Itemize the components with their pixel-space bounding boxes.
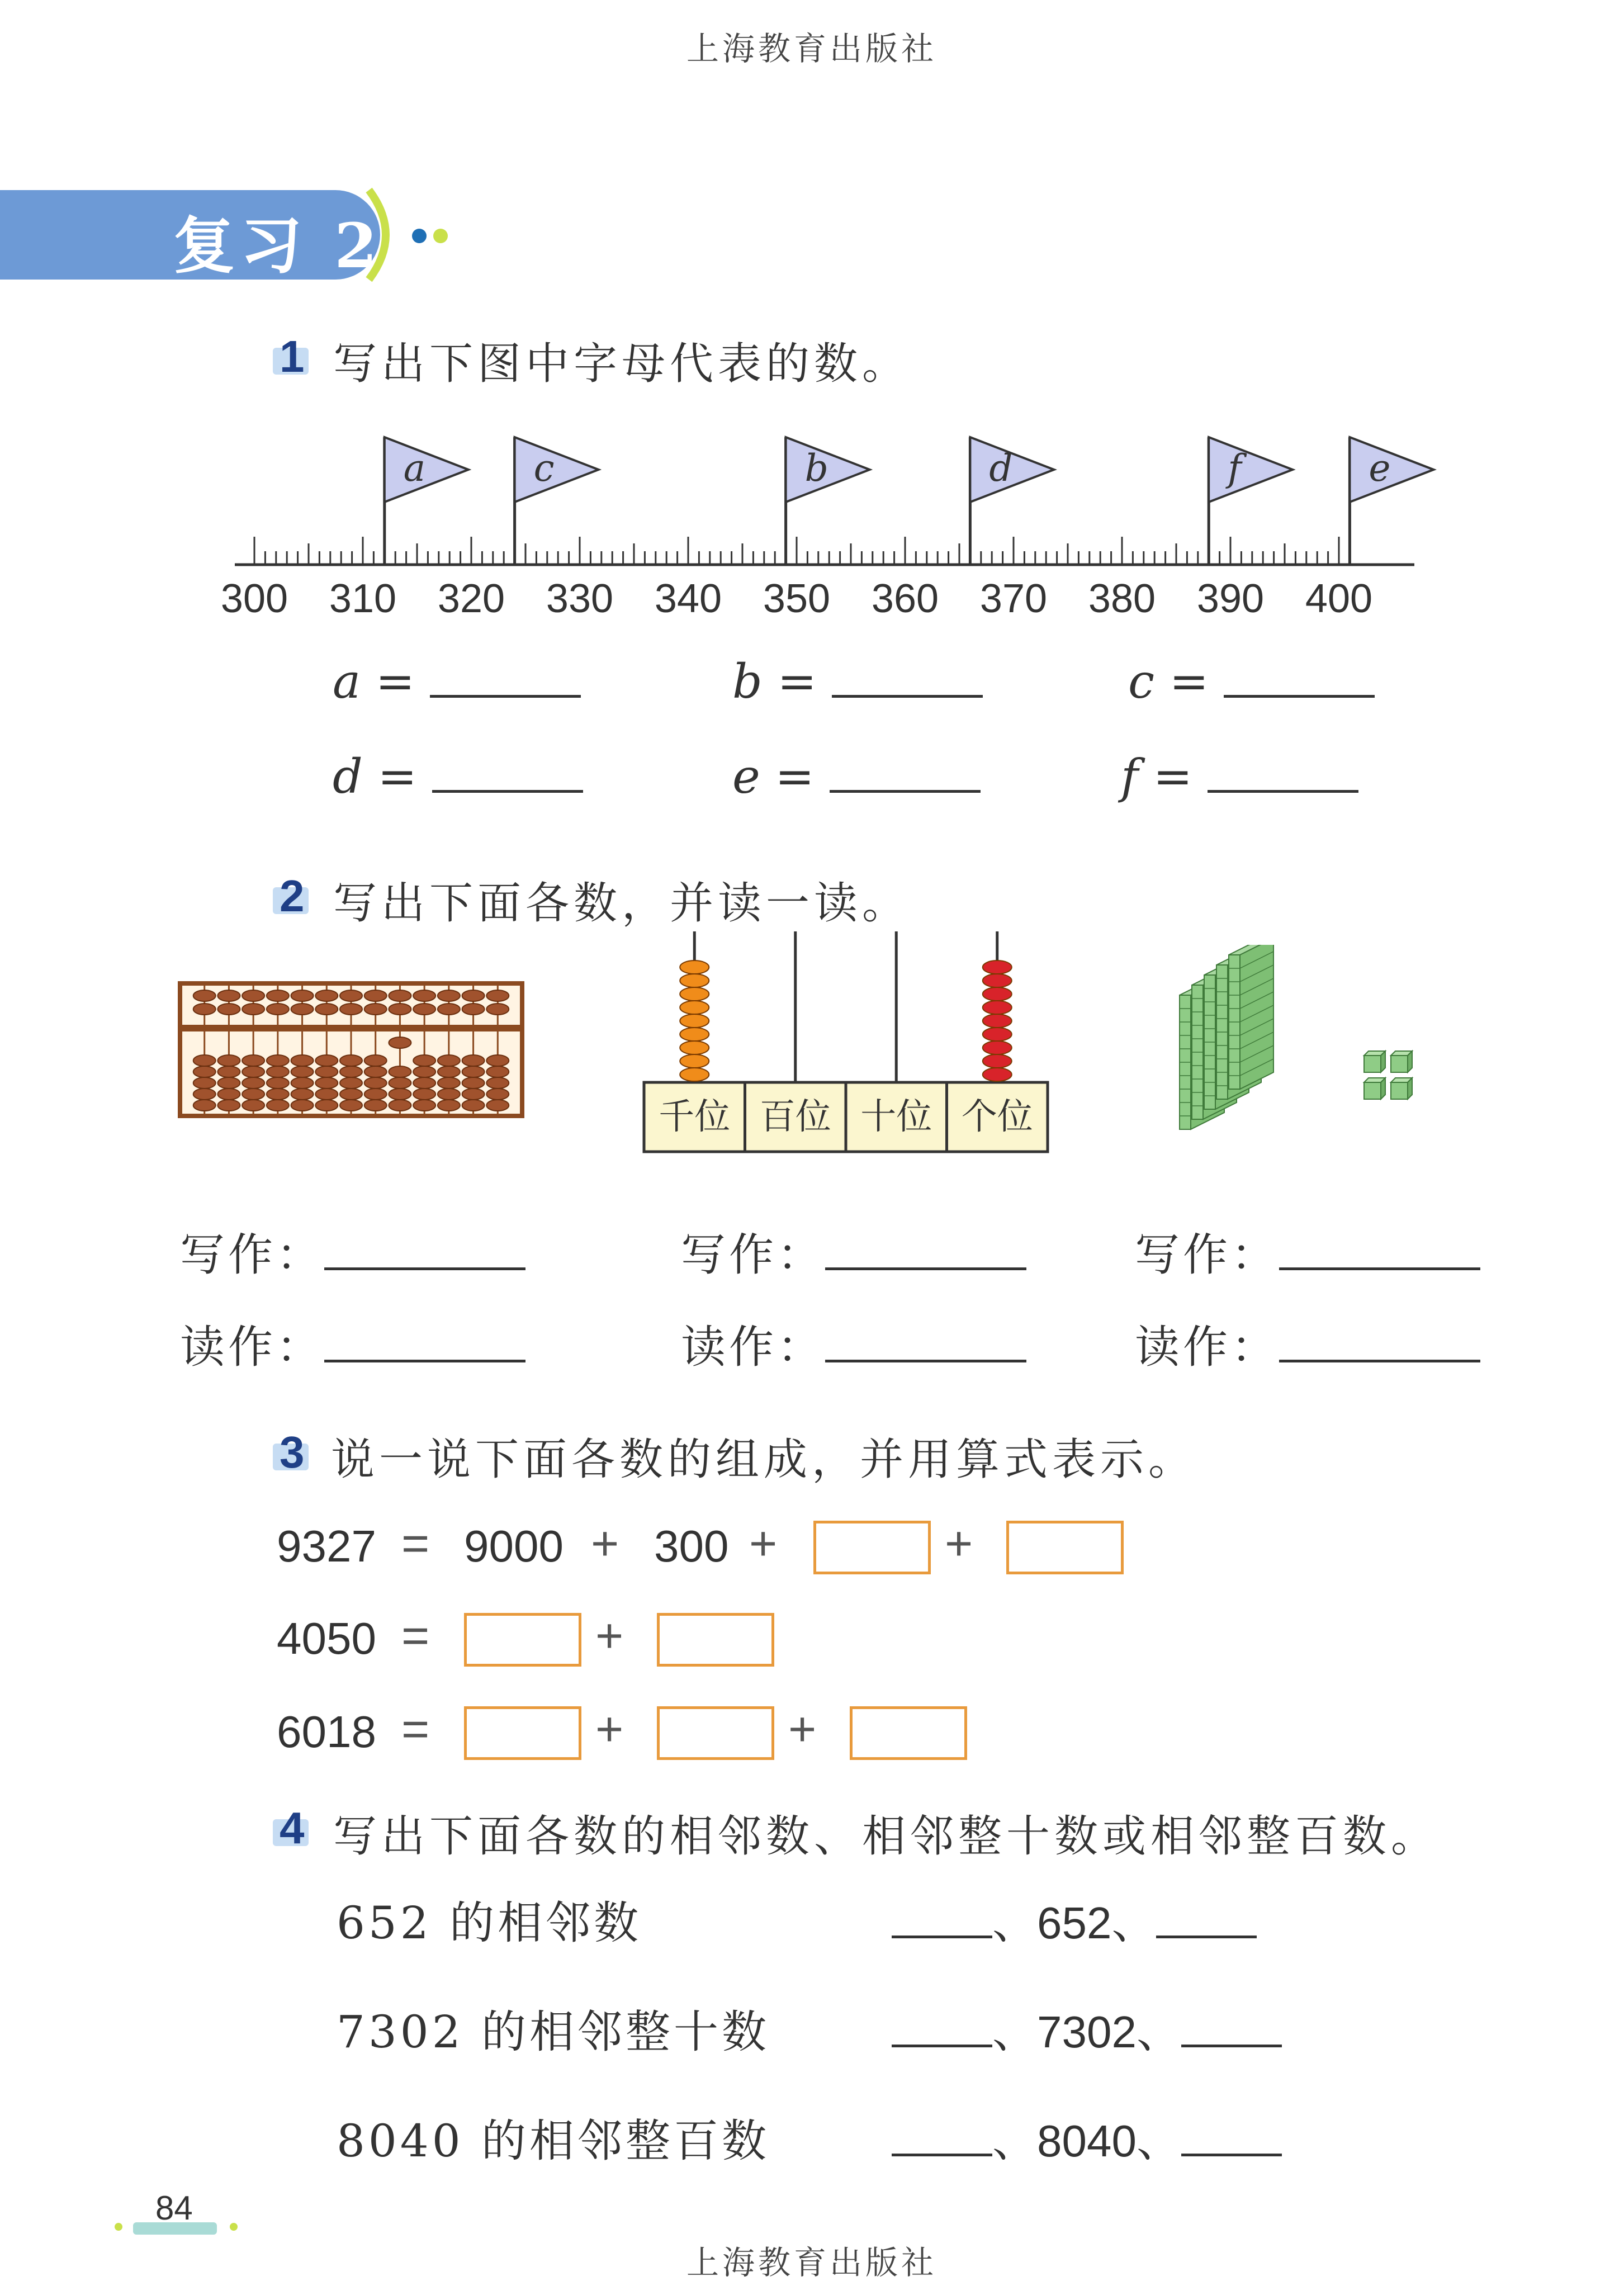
abacus-bead	[315, 990, 338, 1001]
place-label-thousands: 千位	[659, 1096, 731, 1138]
q3-row2-eq: =	[401, 1609, 430, 1663]
abacus-bead	[438, 1089, 460, 1100]
tick-label: 350	[763, 576, 831, 621]
dot-green-icon	[433, 229, 448, 243]
q4-row3-blank-right[interactable]	[1181, 2148, 1282, 2156]
q3-row1-plus2: +	[749, 1517, 778, 1570]
abacus-bead	[291, 1055, 314, 1066]
abacus-bead	[486, 990, 509, 1001]
q1-text: 写出下图中字母代表的数。	[333, 339, 911, 389]
abacus-bead	[291, 1077, 314, 1089]
read-blank-3[interactable]	[1279, 1354, 1480, 1362]
abacus-bead	[364, 1004, 387, 1015]
tick-label: 390	[1196, 576, 1265, 621]
abacus-bead	[364, 990, 387, 1001]
q3-badge: 3	[273, 1431, 312, 1470]
counter-bead	[680, 1001, 709, 1014]
q3-row3-box3[interactable]	[850, 1706, 967, 1760]
abacus-bead	[413, 1100, 435, 1111]
q3-row2-lhs: 4050	[277, 1613, 376, 1663]
flag-e	[1350, 437, 1433, 565]
write-row-1: 写作：	[180, 1219, 525, 1283]
flag-letter: b	[804, 447, 828, 490]
answer-a-blank[interactable]	[430, 689, 581, 698]
abacus-bead	[486, 1004, 509, 1015]
answer-c-blank[interactable]	[1224, 689, 1375, 698]
tick-label: 330	[546, 576, 614, 621]
abacus-bead	[413, 1077, 435, 1089]
tick-label: 300	[220, 576, 288, 621]
abacus-bead	[217, 1055, 240, 1066]
abacus-bead	[193, 1077, 216, 1089]
tick-label: 400	[1305, 576, 1373, 621]
answer-e: e =	[732, 749, 981, 804]
answer-a: a =	[333, 654, 581, 709]
abacus-bead	[193, 1066, 216, 1077]
read-blank-2[interactable]	[825, 1354, 1026, 1362]
abacus-bead	[462, 990, 485, 1001]
read-row-1: 读作：	[180, 1311, 525, 1375]
abacus-bead	[486, 1077, 509, 1089]
q2-badge: 2	[273, 875, 312, 914]
abacus-bead	[217, 1089, 240, 1100]
answer-f-blank[interactable]	[1208, 784, 1358, 793]
publisher-footer: 上海教育出版社	[686, 2244, 938, 2282]
q3-row1-lhs: 9327	[277, 1521, 376, 1571]
answer-e-blank[interactable]	[830, 784, 981, 793]
counter-bead	[983, 1014, 1012, 1028]
flag-letter: f	[1228, 447, 1242, 490]
abacus-bead	[242, 1089, 264, 1100]
abacus-bead	[315, 1077, 338, 1089]
q4-row2-answer: 、7302、	[892, 1996, 1282, 2060]
abacus-bead	[193, 1055, 216, 1066]
tick-label: 380	[1088, 576, 1156, 621]
q4-row1-blank-left[interactable]	[892, 1930, 992, 1938]
abacus-bead	[193, 1100, 216, 1111]
abacus-bead	[291, 1004, 314, 1015]
counter-bead	[680, 1028, 709, 1041]
abacus-bead	[217, 1004, 240, 1015]
unit-cube	[1391, 1078, 1412, 1099]
abacus-bead	[438, 990, 460, 1001]
tick-label: 370	[979, 576, 1048, 621]
abacus-bead	[486, 1066, 509, 1077]
q3-row1-eq: =	[401, 1517, 430, 1570]
abacus-bead	[462, 1004, 485, 1015]
abacus-bead	[267, 1066, 289, 1077]
q4-row3-blank-left[interactable]	[892, 2148, 992, 2156]
flag-c	[515, 437, 599, 565]
write-blank-2[interactable]	[825, 1262, 1026, 1270]
abacus-bead	[291, 990, 314, 1001]
abacus-bead	[315, 1055, 338, 1066]
q3-row2-plus1: +	[595, 1609, 624, 1663]
place-label-tens: 十位	[860, 1096, 932, 1138]
tick-label: 310	[329, 576, 397, 621]
place-labels	[644, 1082, 1048, 1152]
counter-bead	[680, 987, 709, 1001]
abacus-bead	[242, 1004, 264, 1015]
q4-row2-blank-right[interactable]	[1181, 2039, 1282, 2047]
abacus-bead	[217, 1100, 240, 1111]
counter-bead	[680, 974, 709, 987]
hundred-block	[1229, 945, 1273, 1089]
counter-bead	[983, 1028, 1012, 1041]
q4-row1-answer: 、652、	[892, 1887, 1257, 1951]
tick-label: 320	[437, 576, 505, 621]
abacus-bead	[462, 1077, 485, 1089]
abacus-bead	[364, 1089, 387, 1100]
counter-bead	[680, 1014, 709, 1028]
counter-bead	[983, 974, 1012, 987]
place-label-ones: 个位	[961, 1096, 1033, 1138]
q3-text: 说一说下面各数的组成，并用算式表示。	[331, 1435, 1197, 1485]
flag-f	[1209, 437, 1292, 565]
read-row-3: 读作：	[1135, 1311, 1480, 1375]
flag-letter: e	[1369, 447, 1391, 490]
abacus-bead	[291, 1100, 314, 1111]
q3-row1-box1[interactable]	[813, 1521, 931, 1574]
abacus-bead	[438, 1077, 460, 1089]
q4-row1-label: 652 的相邻数	[337, 1897, 642, 1949]
flag-b	[786, 437, 870, 565]
counter-bead	[983, 1054, 1012, 1068]
q4-row2-blank-left[interactable]	[892, 2039, 992, 2047]
publisher-header: 上海教育出版社	[686, 30, 938, 68]
write-row-3: 写作：	[1135, 1219, 1480, 1283]
q3-row2-box1[interactable]	[464, 1613, 581, 1667]
counter-bead	[983, 960, 1012, 974]
abacus-bead	[413, 990, 435, 1001]
abacus-bead	[413, 1055, 435, 1066]
abacus-bead	[193, 1004, 216, 1015]
q3-row3-box2[interactable]	[657, 1706, 774, 1760]
write-row-2: 写作：	[681, 1219, 1026, 1283]
abacus-bead	[438, 1100, 460, 1111]
abacus-bead	[486, 1055, 509, 1066]
abacus-bead	[242, 1055, 264, 1066]
abacus-bead	[364, 1077, 387, 1089]
abacus-bead	[242, 1100, 264, 1111]
flag-a	[385, 437, 468, 565]
q3-row1-box2[interactable]	[1006, 1521, 1124, 1574]
q4-row3-answer: 、8040、	[892, 2105, 1282, 2169]
counter-bead	[680, 1054, 709, 1068]
abacus-bead	[340, 1055, 362, 1066]
answer-b-blank[interactable]	[832, 689, 983, 698]
tick-label: 360	[871, 576, 939, 621]
abacus-bead	[413, 1089, 435, 1100]
q4-row3-label: 8040 的相邻整百数	[337, 2115, 770, 2167]
abacus-bead	[389, 990, 411, 1001]
abacus-bead	[389, 1100, 411, 1111]
abacus-bead	[242, 1077, 264, 1089]
abacus-bead	[389, 1089, 411, 1100]
counter-bead	[983, 1001, 1012, 1014]
abacus-bead	[340, 1100, 362, 1111]
abacus-bead	[389, 1037, 411, 1048]
abacus-bead	[267, 1055, 289, 1066]
flag-letter: c	[533, 447, 555, 490]
counter-bead	[680, 1041, 709, 1054]
dot-blue-icon	[412, 229, 427, 243]
abacus-bead	[413, 1066, 435, 1077]
read-row-2: 读作：	[681, 1311, 1026, 1375]
q3-row3-plus2: +	[788, 1702, 817, 1756]
abacus-bead	[340, 1077, 362, 1089]
abacus-bead	[413, 1004, 435, 1015]
flag-letter: a	[403, 447, 426, 490]
abacus-bead	[217, 1066, 240, 1077]
counter-bead	[983, 987, 1012, 1001]
read-blank-1[interactable]	[324, 1354, 525, 1362]
abacus-bead	[315, 1004, 338, 1015]
answer-b: b =	[732, 654, 983, 709]
abacus-bead	[315, 1066, 338, 1077]
abacus-bead	[364, 1066, 387, 1077]
abacus-bead	[364, 1055, 387, 1066]
abacus-bead	[389, 1077, 411, 1089]
q4-row1-blank-right[interactable]	[1156, 1930, 1257, 1938]
q3-row3-box1[interactable]	[464, 1706, 581, 1760]
tick-label: 340	[654, 576, 722, 621]
abacus-bead	[242, 1066, 264, 1077]
base-ten-blocks	[1174, 945, 1453, 1146]
lesson-title: 复习 2	[173, 210, 383, 282]
abacus-bead	[193, 990, 216, 1001]
abacus-bead	[340, 990, 362, 1001]
number-line	[212, 425, 1442, 626]
answer-d: d =	[333, 749, 583, 804]
abacus-bead	[364, 1100, 387, 1111]
abacus-bead	[242, 990, 264, 1001]
abacus-image	[178, 981, 524, 1118]
abacus-bead	[462, 1066, 485, 1077]
answer-c: c =	[1128, 654, 1375, 709]
abacus-bead	[389, 1066, 411, 1077]
q3-row1-t2: 300	[654, 1521, 729, 1571]
abacus-bead	[217, 1077, 240, 1089]
flag-d	[970, 437, 1054, 565]
q3-row1-plus3: +	[945, 1517, 973, 1570]
place-label-hundreds: 百位	[759, 1096, 831, 1138]
q4-badge: 4	[273, 1807, 312, 1846]
abacus-bead	[462, 1089, 485, 1100]
abacus-bead	[438, 1055, 460, 1066]
q1-badge: 1	[273, 335, 312, 375]
q3-row1-t1: 9000	[464, 1521, 564, 1571]
page-number: 84	[155, 2189, 193, 2227]
flag-letter: d	[989, 447, 1013, 490]
write-blank-1[interactable]	[324, 1262, 525, 1270]
q3-row3-lhs: 6018	[277, 1707, 376, 1757]
abacus-bead	[193, 1089, 216, 1100]
unit-cube	[1391, 1051, 1412, 1072]
abacus-bead	[462, 1055, 485, 1066]
abacus-bead	[438, 1004, 460, 1015]
answer-d-blank[interactable]	[432, 784, 583, 793]
abacus-bead	[340, 1004, 362, 1015]
q4-text: 写出下面各数的相邻数、相邻整十数或相邻整百数。	[333, 1811, 1440, 1862]
abacus-bead	[291, 1089, 314, 1100]
q3-row3-plus1: +	[595, 1702, 624, 1756]
abacus-bead	[267, 990, 289, 1001]
counter-bead	[983, 1041, 1012, 1054]
abacus-bead	[267, 1004, 289, 1015]
q2-text: 写出下面各数，并读一读。	[333, 878, 911, 929]
abacus-bead	[315, 1089, 338, 1100]
abacus-bead	[389, 1004, 411, 1015]
abacus-bead	[267, 1100, 289, 1111]
abacus-bead	[267, 1077, 289, 1089]
abacus-bead	[486, 1100, 509, 1111]
abacus-bead	[340, 1066, 362, 1077]
unit-cube	[1364, 1051, 1385, 1072]
abacus-bead	[340, 1089, 362, 1100]
answer-f: f =	[1121, 749, 1358, 804]
counter-bead	[680, 960, 709, 974]
abacus-bead	[217, 990, 240, 1001]
counter-bead	[983, 1068, 1012, 1081]
abacus-bead	[291, 1066, 314, 1077]
abacus-bead	[486, 1089, 509, 1100]
q3-row3-eq: =	[401, 1702, 430, 1756]
abacus-bead	[462, 1100, 485, 1111]
q3-row2-box2[interactable]	[657, 1613, 774, 1667]
abacus-bead	[438, 1066, 460, 1077]
q4-row2-label: 7302 的相邻整十数	[337, 2006, 770, 2058]
q3-row1-plus1: +	[591, 1517, 619, 1570]
counter-bead	[680, 1068, 709, 1081]
abacus-bead	[315, 1100, 338, 1111]
write-blank-3[interactable]	[1279, 1262, 1480, 1270]
abacus-bead	[267, 1089, 289, 1100]
unit-cube	[1364, 1078, 1385, 1099]
